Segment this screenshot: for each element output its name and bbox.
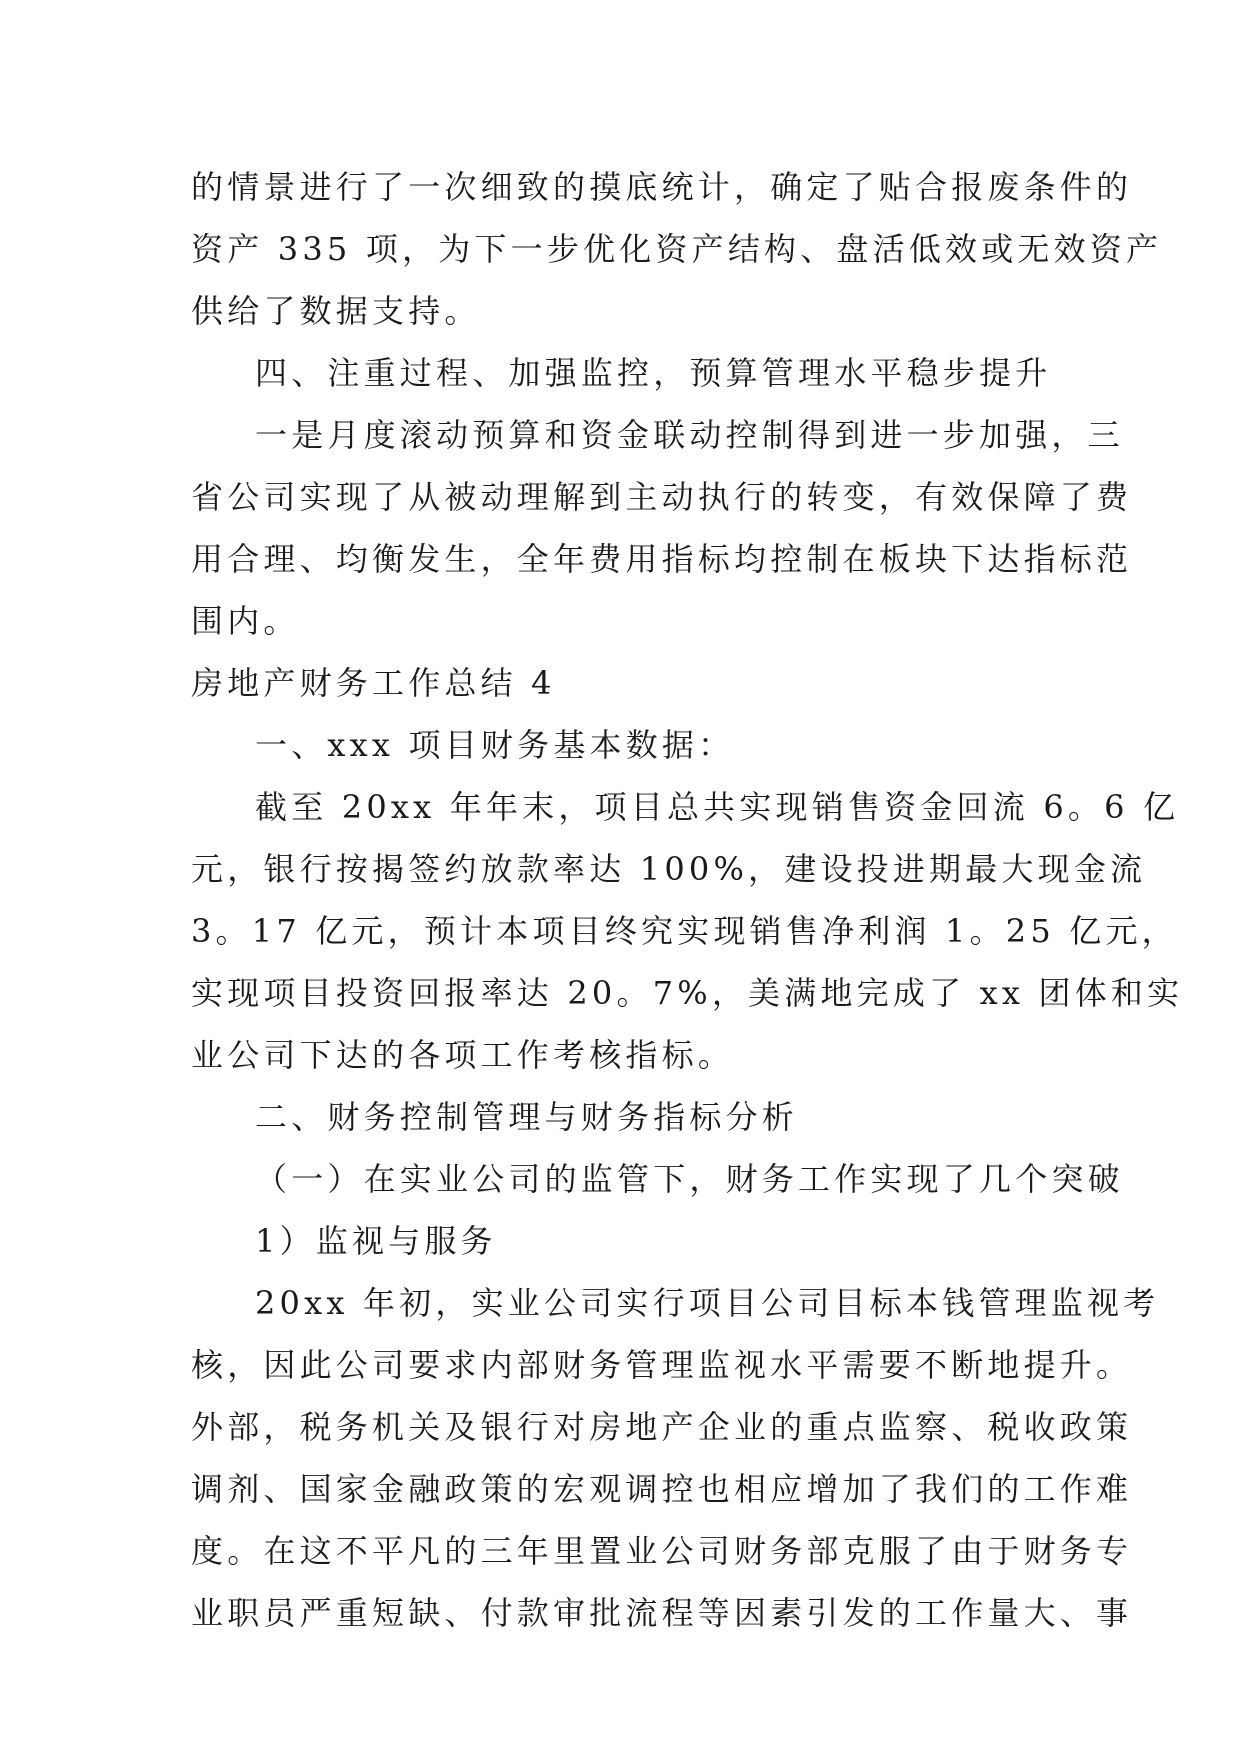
text-line: 围内。 [191, 602, 300, 640]
document-body [191, 156, 1184, 1644]
text-line: 用合理、均衡发生，全年费用指标均控制在板块下达指标范 [191, 540, 1133, 578]
section-heading: 四、注重过程、加强监控，预算管理水平稳步提升 [255, 354, 1052, 392]
subsection-heading: 1）监视与服务 [255, 1222, 497, 1260]
text-line: 元，银行按揭签约放款率达 100%，建设投进期最大现金流 [191, 850, 1147, 888]
text-line: 核，因此公司要求内部财务管理监视水平需要不断地提升。 [191, 1346, 1133, 1384]
text-line: 外部，税务机关及银行对房地产企业的重点监察、税收政策 [191, 1408, 1133, 1446]
text-line: 资产 335 项，为下一步优化资产结构、盘活低效或无效资产 [191, 230, 1163, 268]
text-line: 度。在这不平凡的三年里置业公司财务部克服了由于财务专 [191, 1532, 1133, 1570]
subsection-heading: （一）在实业公司的监管下，财务工作实现了几个突破 [255, 1160, 1124, 1198]
text-line: 调剂、国家金融政策的宏观调控也相应增加了我们的工作难 [191, 1470, 1133, 1508]
text-line: 省公司实现了从被动理解到主动执行的转变，有效保障了费 [191, 478, 1133, 516]
text-line: 实现项目投资回报率达 20。7%，美满地完成了 xx 团体和实 [191, 974, 1184, 1012]
text-line: 3。17 亿元，预计本项目终究实现销售净利润 1。25 亿元， [191, 912, 1178, 950]
text-line: 的情景进行了一次细致的摸底统计，确定了贴合报废条件的 [191, 168, 1133, 206]
text-line: 供给了数据支持。 [191, 292, 481, 330]
text-line: 业职员严重短缺、付款审批流程等因素引发的工作量大、事 [191, 1594, 1133, 1632]
text-line: 20xx 年初，实业公司实行项目公司目标本钱管理监视考 [255, 1284, 1160, 1322]
document-title: 房地产财务工作总结 4 [191, 664, 556, 702]
text-line: 一是月度滚动预算和资金联动控制得到进一步加强，三 [255, 416, 1124, 454]
section-heading: 二、财务控制管理与财务指标分析 [255, 1098, 799, 1136]
text-line: 截至 20xx 年年末，项目总共实现销售资金回流 6。6 亿 [255, 788, 1180, 826]
text-line: 业公司下达的各项工作考核指标。 [191, 1036, 735, 1074]
section-heading: 一、xxx 项目财务基本数据： [255, 726, 735, 764]
